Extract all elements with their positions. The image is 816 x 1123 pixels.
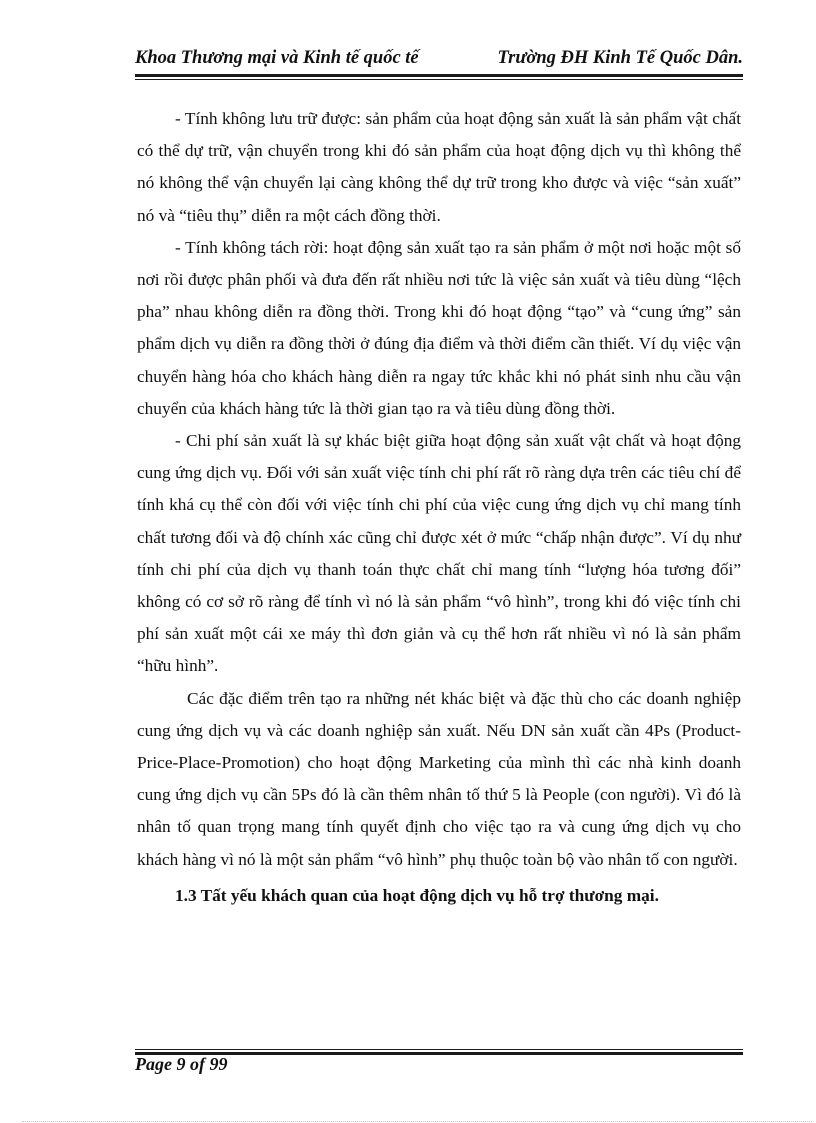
header-faculty: Khoa Thương mại và Kinh tế quốc tế (135, 48, 419, 68)
paragraph-characteristics: Các đặc điểm trên tạo ra những nét khác biệt và đặc thù cho các doanh nghiệp cung ứng dịch vụ và các doanh nghiệp sản xuất. Nếu DN sản xuất cần 4Ps (Product-Price-Place-Promotion) cho hoạt động Marketing của mình thì các nhà kinh doanh cung ứng dịch vụ cần 5Ps đó là cần thêm nhân tố thứ 5 là People (con người). Vì đó là nhân tố quan trọng mang tính quyết định cho việc tạo ra và cung ứng dịch vụ cho khách hàng vì nó là một sản phẩm “vô hình” phụ thuộc toàn bộ vào nhân tố con người. (137, 688, 741, 869)
page-number: Page 9 of 99 (135, 1054, 228, 1074)
header-university: Trường ĐH Kinh Tế Quốc Dân. (497, 48, 743, 68)
header-rule-thick (135, 74, 743, 77)
header-rule-thin (135, 79, 743, 80)
footer-rule-thin (135, 1049, 743, 1050)
paragraph-cost: - Chi phí sản xuất là sự khác biệt giữa hoạt động sản xuất vật chất và hoạt động cung ứng dịch vụ. Đối với sản xuất việc tính chi phí rất rõ ràng dựa trên các tiêu chí để tính khá cụ thể còn đối với việc tính chi phí của việc cung ứng dịch vụ chỉ mang tính chất tương đối và độ chính xác cũng chỉ được xét ở mức “chấp nhận được”. Ví dụ như tính chi phí của dịch vụ thanh toán thực chất chỉ mang tính “lượng hóa tương đối” không có cơ sở rõ ràng để tính vì nó là sản phẩm “vô hình”, trong khi đó việc tính chi phí sản xuất một cái xe máy thì đơn giản và cụ thể hơn rất nhiều vì nó là sản phẩm “hữu hình”. (137, 431, 741, 676)
section-heading: 1.3 Tất yếu khách quan của hoạt động dịch vụ hỗ trợ thương mại. (175, 885, 659, 905)
paragraph-inseparability: - Tính không tách rời: hoạt động sản xuất tạo ra sản phẩm ở một nơi hoặc một số nơi rồi được phân phối và đưa đến rất nhiều nơi tức là việc sản xuất và tiêu dùng “lệch pha” nhau không diễn ra đồng thời. Trong khi đó hoạt động “tạo” và “cung ứng” sản phẩm dịch vụ diễn ra đồng thời ở đúng địa điểm và thời điểm cần thiết. Ví dụ việc vận chuyển hàng hóa cho khách hàng diễn ra ngay tức khắc khi nó phát sinh nhu cầu vận chuyển của khách hàng tức là thời gian tạo ra và tiêu dùng đồng thời. (137, 237, 741, 418)
paragraph-storage: - Tính không lưu trữ được: sản phẩm của hoạt động sản xuất là sản phẩm vật chất có thể dự trữ, vận chuyển trong khi đó sản phẩm của hoạt động dịch vụ thì không thể nó không thể vận chuyển lại càng không thể dự trữ trong kho được và việc “sản xuất” nó và “tiêu thụ” diễn ra một cách đồng thời. (137, 109, 741, 225)
document-body (137, 103, 741, 912)
page-header (135, 48, 743, 74)
page-edge-divider (22, 1121, 812, 1122)
